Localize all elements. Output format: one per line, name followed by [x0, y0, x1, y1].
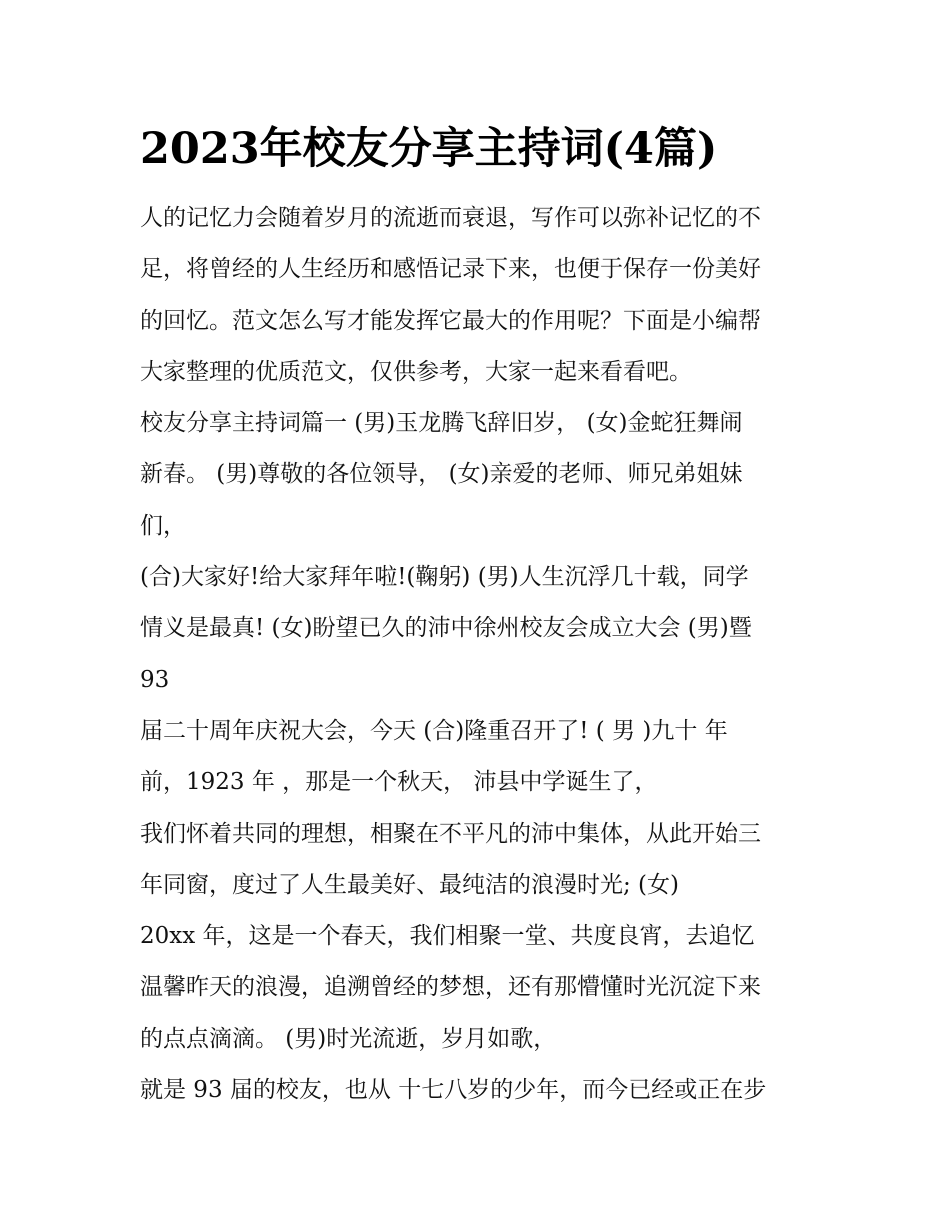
body-line: 就是 93 届的校友，也从 十七八岁的少年，而今已经或正在步: [140, 1077, 767, 1104]
body-line: 校友分享主持词篇一 (男)玉龙腾飞辞旧岁， (女)金蛇狂舞闹: [140, 410, 743, 437]
body-line: 的回忆。范文怎么写才能发挥它最大的作用呢？下面是小编帮: [140, 307, 761, 334]
document-title: 2023年校友分享主持词(4篇): [140, 124, 718, 174]
body-line: 人的记忆力会随着岁月的流逝而衰退，写作可以弥补记忆的不: [140, 205, 761, 231]
body-line: 年同窗，度过了人生最美好、最纯洁的浪漫时光; (女): [140, 871, 680, 898]
body-line: 届二十周年庆祝大会，今天 (合)隆重召开了! ( 男 )九十 年: [140, 717, 728, 744]
body-line: 新春。 (男)尊敬的各位领导， (女)亲爱的老师、师兄弟姐妹: [140, 461, 743, 488]
body-line: 足，将曾经的人生经历和感悟记录下来，也便于保存一份美好: [140, 256, 761, 283]
body-line: 的点点滴滴。 (男)时光流逝，岁月如歌，: [140, 1025, 557, 1052]
body-line: 93: [140, 666, 170, 693]
document-body: [140, 193, 820, 1116]
body-line: 温馨昨天的浪漫，追溯曾经的梦想，还有那懵懂时光沉淀下来: [140, 974, 761, 1001]
body-line: 我们怀着共同的理想，相聚在不平凡的沛中集体，从此开始三: [140, 820, 761, 847]
body-line: 们，: [140, 512, 186, 539]
body-line: 20xx 年，这是一个春天，我们相聚一堂、共度良宵，去追忆: [140, 923, 755, 950]
body-line: 情义是最真! (女)盼望已久的沛中徐州校友会成立大会 (男)暨: [140, 615, 752, 642]
body-line: (合)大家好!给大家拜年啦!(鞠躬) (男)人生沉浮几十载，同学: [140, 564, 749, 591]
body-line: 大家整理的优质范文，仅供参考，大家一起来看看吧。: [140, 358, 692, 385]
body-line: 前，1923 年 ，那是一个秋天， 沛县中学诞生了，: [140, 769, 658, 796]
